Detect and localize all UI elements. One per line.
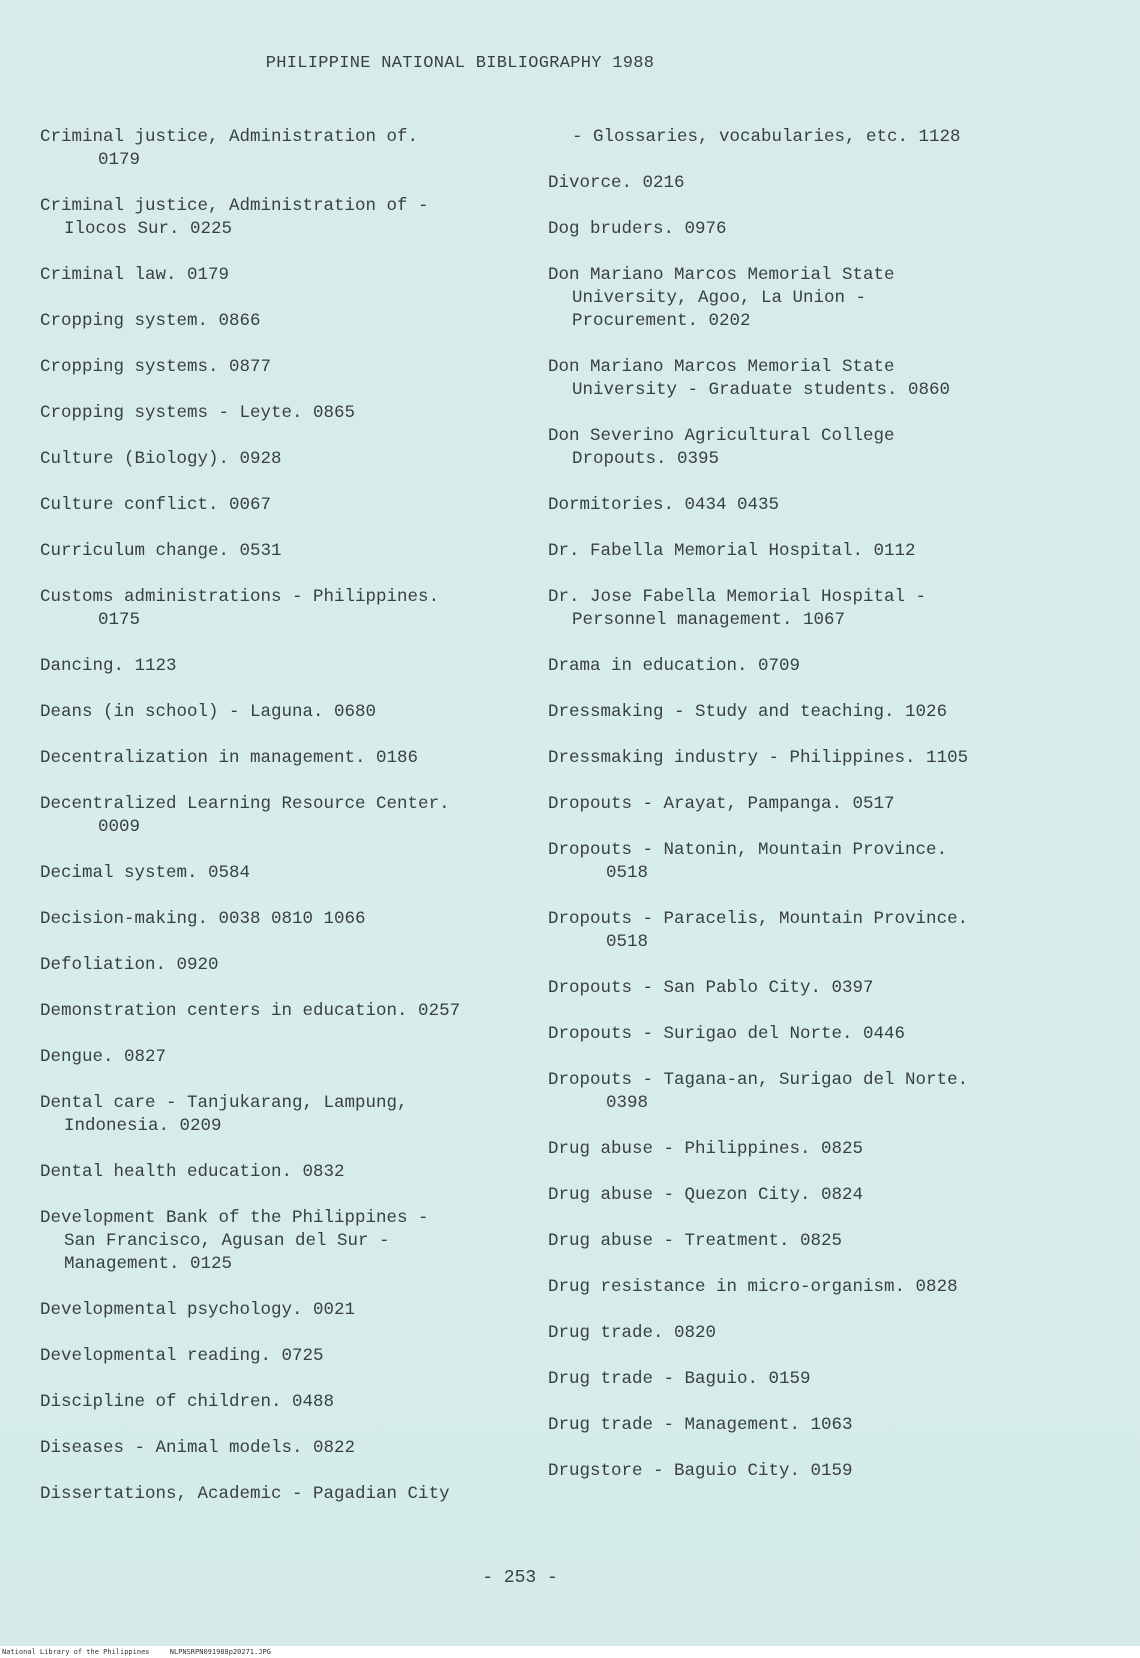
entry-continuation: Procurement. 0202 bbox=[572, 311, 751, 331]
index-entry bbox=[548, 1368, 1018, 1391]
index-entry bbox=[548, 264, 1018, 333]
entry-heading: Developmental psychology. 0021 bbox=[40, 1300, 356, 1320]
entry-heading: Don Severino Agricultural College bbox=[548, 426, 895, 446]
index-entry bbox=[40, 1161, 510, 1184]
index-entry bbox=[548, 747, 1018, 770]
entry-heading: Dropouts - Tagana-an, Surigao del Norte. bbox=[548, 1070, 969, 1090]
entry-heading: Drugstore - Baguio City. 0159 bbox=[548, 1461, 853, 1481]
index-entry bbox=[548, 126, 1018, 149]
index-entry bbox=[40, 862, 510, 885]
entry-heading: Decision-making. 0038 0810 1066 bbox=[40, 909, 366, 929]
entry-continuation: San Francisco, Agusan del Sur - bbox=[64, 1231, 390, 1251]
scan-footer bbox=[0, 1646, 1140, 1658]
entry-heading: Customs administrations - Philippines. bbox=[40, 587, 440, 607]
index-entry bbox=[40, 126, 510, 172]
index-entry bbox=[40, 1299, 510, 1322]
right-column bbox=[548, 126, 1018, 1506]
page-title: PHILIPPINE NATIONAL BIBLIOGRAPHY 1988 bbox=[265, 54, 655, 73]
entry-heading: Discipline of children. 0488 bbox=[40, 1392, 335, 1412]
entry-continuation: 0175 bbox=[98, 610, 141, 630]
entry-heading: Cropping systems. 0877 bbox=[40, 357, 272, 377]
entry-heading: Criminal justice, Administration of - bbox=[40, 196, 429, 216]
entry-heading: Dental care - Tanjukarang, Lampung, bbox=[40, 1093, 408, 1113]
entry-continuation: Personnel management. 1067 bbox=[572, 610, 846, 630]
footer-file: NLPNSRPN091988p20271.JPG bbox=[169, 1648, 271, 1656]
index-entry bbox=[548, 586, 1018, 632]
entry-continuation: Management. 0125 bbox=[64, 1254, 233, 1274]
entry-heading: Demonstration centers in education. 0257 bbox=[40, 1001, 461, 1021]
entry-heading: Don Mariano Marcos Memorial State bbox=[548, 265, 895, 285]
page-number: - 253 - bbox=[482, 1568, 558, 1588]
entry-heading: Dr. Fabella Memorial Hospital. 0112 bbox=[548, 541, 916, 561]
index-entry bbox=[548, 1069, 1018, 1115]
entry-heading: Culture conflict. 0067 bbox=[40, 495, 272, 515]
index-entry bbox=[548, 1023, 1018, 1046]
index-entry bbox=[40, 540, 510, 563]
index-entry bbox=[40, 356, 510, 379]
index-entry bbox=[548, 1276, 1018, 1299]
index-entry bbox=[548, 839, 1018, 885]
entry-continuation: Ilocos Sur. 0225 bbox=[64, 219, 233, 239]
index-entry bbox=[40, 310, 510, 333]
entry-heading: Dropouts - Arayat, Pampanga. 0517 bbox=[548, 794, 895, 814]
entry-heading: Drug trade - Management. 1063 bbox=[548, 1415, 853, 1435]
index-entry bbox=[40, 448, 510, 471]
index-entry bbox=[40, 1391, 510, 1414]
entry-heading: Drug abuse - Quezon City. 0824 bbox=[548, 1185, 864, 1205]
entry-heading: Development Bank of the Philippines - bbox=[40, 1208, 429, 1228]
entry-heading: Decentralization in management. 0186 bbox=[40, 748, 419, 768]
index-entry bbox=[40, 747, 510, 770]
entry-continuation: Indonesia. 0209 bbox=[64, 1116, 222, 1136]
entry-heading: Decimal system. 0584 bbox=[40, 863, 251, 883]
index-entry bbox=[40, 1046, 510, 1069]
index-entry bbox=[548, 1414, 1018, 1437]
entry-heading: Drama in education. 0709 bbox=[548, 656, 801, 676]
entry-heading: Dropouts - Paracelis, Mountain Province. bbox=[548, 909, 969, 929]
entry-heading: Criminal justice, Administration of. bbox=[40, 127, 419, 147]
entry-continuation: 0518 bbox=[606, 932, 649, 952]
index-entry bbox=[548, 356, 1018, 402]
entry-heading: Drug trade. 0820 bbox=[548, 1323, 717, 1343]
index-entry bbox=[548, 793, 1018, 816]
entry-heading: Dental health education. 0832 bbox=[40, 1162, 345, 1182]
footer-library: National Library of the Philippines bbox=[2, 1648, 150, 1656]
entry-heading: Dormitories. 0434 0435 bbox=[548, 495, 780, 515]
entry-continuation: University - Graduate students. 0860 bbox=[572, 380, 951, 400]
entry-heading: Deans (in school) - Laguna. 0680 bbox=[40, 702, 377, 722]
index-entry bbox=[548, 172, 1018, 195]
index-entry bbox=[40, 1437, 510, 1460]
entry-continuation: 0518 bbox=[606, 863, 649, 883]
index-entry bbox=[40, 655, 510, 678]
index-entry bbox=[40, 494, 510, 517]
index-entry bbox=[40, 1092, 510, 1138]
entry-heading: Drug resistance in micro-organism. 0828 bbox=[548, 1277, 958, 1297]
index-entry bbox=[40, 1345, 510, 1368]
entry-heading: Dropouts - San Pablo City. 0397 bbox=[548, 978, 874, 998]
entry-heading: Dressmaking - Study and teaching. 1026 bbox=[548, 702, 948, 722]
entry-heading: Diseases - Animal models. 0822 bbox=[40, 1438, 356, 1458]
entry-heading: Drug trade - Baguio. 0159 bbox=[548, 1369, 811, 1389]
index-entry bbox=[40, 586, 510, 632]
entry-heading: Curriculum change. 0531 bbox=[40, 541, 282, 561]
entry-heading: Criminal law. 0179 bbox=[40, 265, 230, 285]
entry-heading: - Glossaries, vocabularies, etc. 1128 bbox=[572, 127, 961, 147]
index-entry bbox=[40, 402, 510, 425]
index-entry bbox=[548, 701, 1018, 724]
index-entry bbox=[40, 264, 510, 287]
entry-heading: Developmental reading. 0725 bbox=[40, 1346, 324, 1366]
entry-continuation: 0398 bbox=[606, 1093, 649, 1113]
entry-heading: Dr. Jose Fabella Memorial Hospital - bbox=[548, 587, 927, 607]
entry-heading: Dressmaking industry - Philippines. 1105 bbox=[548, 748, 969, 768]
entry-heading: Drug abuse - Treatment. 0825 bbox=[548, 1231, 843, 1251]
index-entry bbox=[548, 655, 1018, 678]
index-entry bbox=[40, 195, 510, 241]
entry-heading: Defoliation. 0920 bbox=[40, 955, 219, 975]
index-entry bbox=[548, 977, 1018, 1000]
entry-heading: Dropouts - Natonin, Mountain Province. bbox=[548, 840, 948, 860]
index-entry bbox=[548, 540, 1018, 563]
entry-heading: Cropping systems - Leyte. 0865 bbox=[40, 403, 356, 423]
index-entry bbox=[40, 954, 510, 977]
index-entry bbox=[548, 218, 1018, 241]
index-entry bbox=[548, 1138, 1018, 1161]
entry-heading: Dancing. 1123 bbox=[40, 656, 177, 676]
index-entry bbox=[548, 425, 1018, 471]
entry-heading: Don Mariano Marcos Memorial State bbox=[548, 357, 895, 377]
entry-heading: Culture (Biology). 0928 bbox=[40, 449, 282, 469]
index-entry bbox=[548, 494, 1018, 517]
index-entry bbox=[40, 701, 510, 724]
index-entry bbox=[548, 1460, 1018, 1483]
entry-heading: Cropping system. 0866 bbox=[40, 311, 261, 331]
index-entry bbox=[40, 1000, 510, 1023]
entry-heading: Drug abuse - Philippines. 0825 bbox=[548, 1139, 864, 1159]
left-column bbox=[40, 126, 510, 1529]
entry-heading: Dengue. 0827 bbox=[40, 1047, 167, 1067]
entry-continuation: Dropouts. 0395 bbox=[572, 449, 720, 469]
index-entry bbox=[40, 1483, 510, 1506]
index-entry bbox=[40, 1207, 510, 1276]
entry-continuation: 0179 bbox=[98, 150, 141, 170]
index-entry bbox=[548, 1322, 1018, 1345]
index-entry bbox=[548, 908, 1018, 954]
index-entry bbox=[40, 908, 510, 931]
entry-heading: Decentralized Learning Resource Center. bbox=[40, 794, 450, 814]
index-entry bbox=[548, 1184, 1018, 1207]
index-entry bbox=[548, 1230, 1018, 1253]
entry-heading: Divorce. 0216 bbox=[548, 173, 685, 193]
entry-continuation: 0009 bbox=[98, 817, 141, 837]
index-entry bbox=[40, 793, 510, 839]
entry-heading: Dissertations, Academic - Pagadian City bbox=[40, 1484, 450, 1504]
entry-heading: Dog bruders. 0976 bbox=[548, 219, 727, 239]
entry-continuation: University, Agoo, La Union - bbox=[572, 288, 867, 308]
entry-heading: Dropouts - Surigao del Norte. 0446 bbox=[548, 1024, 906, 1044]
